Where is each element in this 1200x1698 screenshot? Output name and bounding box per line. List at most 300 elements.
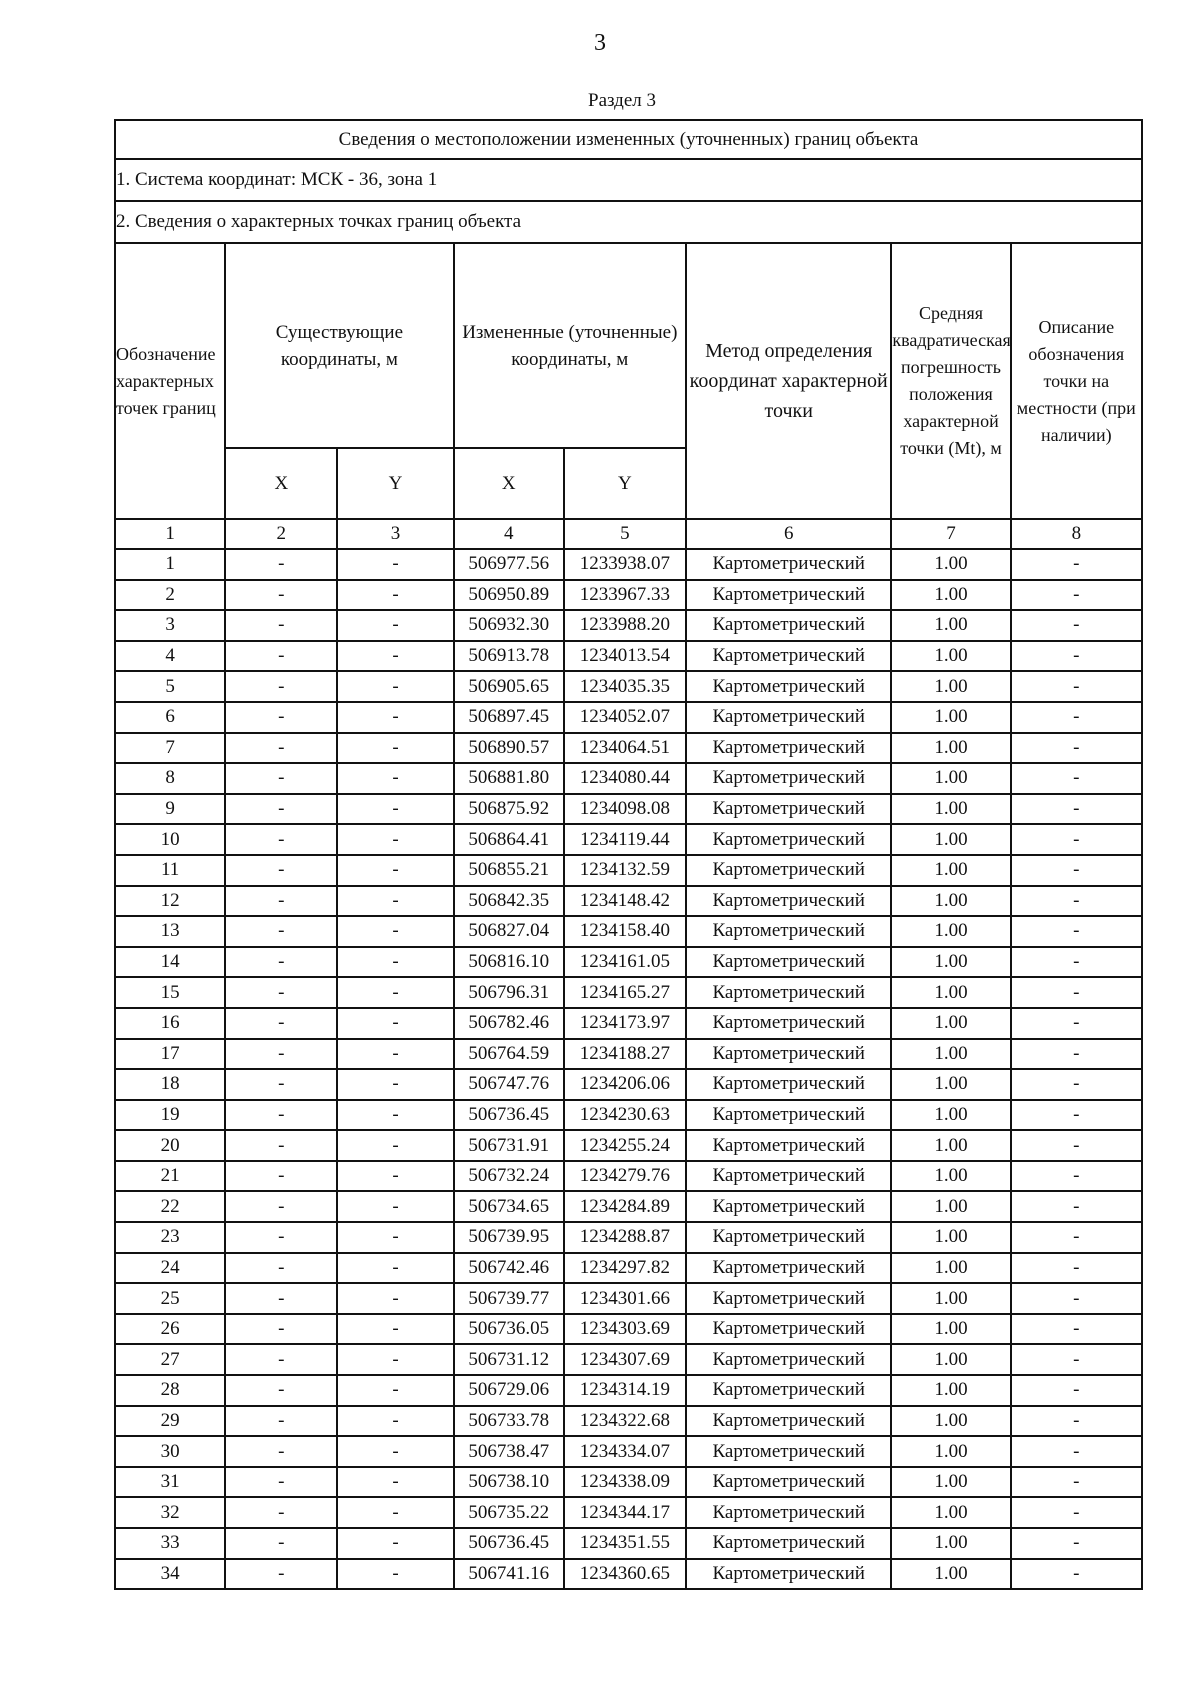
- cell-method: Картометрический: [686, 1283, 891, 1314]
- cell-changed-x: 506734.65: [454, 1191, 564, 1222]
- cell-point-number: 10: [115, 824, 225, 855]
- cell-existing-x: -: [225, 671, 337, 702]
- cell-point-number: 15: [115, 977, 225, 1008]
- cell-error: 1.00: [891, 733, 1010, 764]
- cell-changed-y: 1234173.97: [564, 1008, 686, 1039]
- cell-changed-x: 506731.12: [454, 1344, 564, 1375]
- cell-existing-y: -: [337, 916, 453, 947]
- cell-description: -: [1011, 1253, 1142, 1284]
- cell-description: -: [1011, 824, 1142, 855]
- table-row: [115, 916, 1142, 947]
- cell-method: Картометрический: [686, 1069, 891, 1100]
- cell-description: -: [1011, 886, 1142, 917]
- cell-error: 1.00: [891, 1069, 1010, 1100]
- cell-error: 1.00: [891, 1130, 1010, 1161]
- cell-existing-x: -: [225, 1375, 337, 1406]
- header-designation: Обозначение характерных точек границ: [115, 243, 225, 519]
- cell-description: -: [1011, 1497, 1142, 1528]
- cell-error: 1.00: [891, 1314, 1010, 1345]
- cell-changed-x: 506739.77: [454, 1283, 564, 1314]
- cell-existing-x: -: [225, 1222, 337, 1253]
- cell-existing-y: -: [337, 1314, 453, 1345]
- cell-point-number: 12: [115, 886, 225, 917]
- cell-changed-y: 1234297.82: [564, 1253, 686, 1284]
- cell-error: 1.00: [891, 1497, 1010, 1528]
- cell-changed-y: 1234080.44: [564, 763, 686, 794]
- cell-existing-y: -: [337, 1191, 453, 1222]
- table-row: [115, 733, 1142, 764]
- table-row: [115, 1161, 1142, 1192]
- cell-existing-x: -: [225, 947, 337, 978]
- table-row: [115, 641, 1142, 672]
- cell-description: -: [1011, 610, 1142, 641]
- cell-error: 1.00: [891, 1467, 1010, 1498]
- cell-point-number: 25: [115, 1283, 225, 1314]
- cell-method: Картометрический: [686, 1436, 891, 1467]
- cell-changed-x: 506881.80: [454, 763, 564, 794]
- table-row: [115, 794, 1142, 825]
- header-existing-coords: Существующие координаты, м: [225, 243, 453, 448]
- cell-point-number: 8: [115, 763, 225, 794]
- cell-error: 1.00: [891, 1222, 1010, 1253]
- cell-existing-y: -: [337, 763, 453, 794]
- cell-changed-x: 506932.30: [454, 610, 564, 641]
- cell-existing-x: -: [225, 1039, 337, 1070]
- cell-point-number: 22: [115, 1191, 225, 1222]
- cell-method: Картометрический: [686, 1559, 891, 1590]
- cell-existing-x: -: [225, 1528, 337, 1559]
- column-number: 8: [1011, 519, 1142, 549]
- cell-error: 1.00: [891, 1283, 1010, 1314]
- cell-method: Картометрический: [686, 763, 891, 794]
- cell-changed-y: 1234303.69: [564, 1314, 686, 1345]
- cell-existing-y: -: [337, 1559, 453, 1590]
- cell-error: 1.00: [891, 1559, 1010, 1590]
- cell-description: -: [1011, 1314, 1142, 1345]
- cell-description: -: [1011, 977, 1142, 1008]
- cell-changed-x: 506890.57: [454, 733, 564, 764]
- cell-changed-x: 506742.46: [454, 1253, 564, 1284]
- cell-point-number: 18: [115, 1069, 225, 1100]
- cell-error: 1.00: [891, 1008, 1010, 1039]
- cell-changed-y: 1234334.07: [564, 1436, 686, 1467]
- cell-changed-y: 1234013.54: [564, 641, 686, 672]
- cell-description: -: [1011, 1069, 1142, 1100]
- cell-changed-x: 506842.35: [454, 886, 564, 917]
- cell-existing-y: -: [337, 671, 453, 702]
- cell-changed-y: 1234322.68: [564, 1406, 686, 1437]
- cell-point-number: 14: [115, 947, 225, 978]
- cell-point-number: 7: [115, 733, 225, 764]
- cell-point-number: 30: [115, 1436, 225, 1467]
- cell-method: Картометрический: [686, 580, 891, 611]
- column-number: 1: [115, 519, 225, 549]
- cell-changed-y: 1234360.65: [564, 1559, 686, 1590]
- cell-changed-x: 506747.76: [454, 1069, 564, 1100]
- cell-error: 1.00: [891, 763, 1010, 794]
- cell-error: 1.00: [891, 671, 1010, 702]
- column-number: 6: [686, 519, 891, 549]
- header-existing-y: Y: [337, 448, 453, 519]
- cell-changed-y: 1233938.07: [564, 549, 686, 580]
- cell-existing-y: -: [337, 702, 453, 733]
- cell-existing-x: -: [225, 1497, 337, 1528]
- cell-changed-y: 1234284.89: [564, 1191, 686, 1222]
- cell-changed-y: 1234344.17: [564, 1497, 686, 1528]
- cell-changed-x: 506764.59: [454, 1039, 564, 1070]
- cell-changed-x: 506729.06: [454, 1375, 564, 1406]
- cell-changed-x: 506913.78: [454, 641, 564, 672]
- cell-existing-y: -: [337, 1222, 453, 1253]
- cell-point-number: 11: [115, 855, 225, 886]
- cell-description: -: [1011, 1008, 1142, 1039]
- cell-point-number: 26: [115, 1314, 225, 1345]
- cell-point-number: 13: [115, 916, 225, 947]
- cell-point-number: 32: [115, 1497, 225, 1528]
- cell-description: -: [1011, 794, 1142, 825]
- cell-point-number: 3: [115, 610, 225, 641]
- cell-existing-x: -: [225, 1559, 337, 1590]
- cell-method: Картометрический: [686, 1406, 891, 1437]
- cell-existing-y: -: [337, 1008, 453, 1039]
- cell-point-number: 5: [115, 671, 225, 702]
- cell-existing-x: -: [225, 549, 337, 580]
- cell-existing-x: -: [225, 1008, 337, 1039]
- cell-description: -: [1011, 702, 1142, 733]
- cell-existing-y: -: [337, 1100, 453, 1131]
- table-row: [115, 1314, 1142, 1345]
- table-row: [115, 1100, 1142, 1131]
- table-row: [115, 549, 1142, 580]
- cell-error: 1.00: [891, 1436, 1010, 1467]
- cell-method: Картометрический: [686, 977, 891, 1008]
- cell-existing-x: -: [225, 794, 337, 825]
- cell-existing-x: -: [225, 1467, 337, 1498]
- table-row: [115, 763, 1142, 794]
- cell-existing-x: -: [225, 886, 337, 917]
- cell-method: Картометрический: [686, 733, 891, 764]
- cell-method: Картометрический: [686, 1344, 891, 1375]
- cell-method: Картометрический: [686, 610, 891, 641]
- cell-method: Картометрический: [686, 1528, 891, 1559]
- cell-method: Картометрический: [686, 824, 891, 855]
- cell-error: 1.00: [891, 1039, 1010, 1070]
- cell-changed-x: 506741.16: [454, 1559, 564, 1590]
- cell-description: -: [1011, 1528, 1142, 1559]
- cell-changed-x: 506736.45: [454, 1100, 564, 1131]
- cell-description: -: [1011, 1467, 1142, 1498]
- cell-existing-x: -: [225, 1314, 337, 1345]
- table-row: [115, 1191, 1142, 1222]
- cell-method: Картометрический: [686, 549, 891, 580]
- table-row: [115, 1069, 1142, 1100]
- cell-method: Картометрический: [686, 855, 891, 886]
- cell-method: Картометрический: [686, 1100, 891, 1131]
- cell-changed-x: 506736.45: [454, 1528, 564, 1559]
- cell-point-number: 1: [115, 549, 225, 580]
- cell-method: Картометрический: [686, 1039, 891, 1070]
- cell-point-number: 19: [115, 1100, 225, 1131]
- cell-existing-x: -: [225, 733, 337, 764]
- cell-error: 1.00: [891, 977, 1010, 1008]
- cell-existing-y: -: [337, 1130, 453, 1161]
- cell-error: 1.00: [891, 824, 1010, 855]
- cell-error: 1.00: [891, 702, 1010, 733]
- cell-error: 1.00: [891, 855, 1010, 886]
- cell-point-number: 24: [115, 1253, 225, 1284]
- cell-description: -: [1011, 1283, 1142, 1314]
- cell-description: -: [1011, 855, 1142, 886]
- cell-error: 1.00: [891, 1528, 1010, 1559]
- cell-changed-y: 1234132.59: [564, 855, 686, 886]
- cell-changed-x: 506736.05: [454, 1314, 564, 1345]
- cell-changed-y: 1234064.51: [564, 733, 686, 764]
- cell-changed-y: 1234338.09: [564, 1467, 686, 1498]
- cell-description: -: [1011, 1559, 1142, 1590]
- table-row: [115, 1039, 1142, 1070]
- cell-changed-x: 506733.78: [454, 1406, 564, 1437]
- cell-method: Картометрический: [686, 916, 891, 947]
- cell-method: Картометрический: [686, 886, 891, 917]
- cell-point-number: 16: [115, 1008, 225, 1039]
- cell-method: Картометрический: [686, 1222, 891, 1253]
- cell-method: Картометрический: [686, 1008, 891, 1039]
- cell-changed-y: 1233988.20: [564, 610, 686, 641]
- points-table-body: [115, 549, 1142, 1589]
- cell-changed-x: 506796.31: [454, 977, 564, 1008]
- cell-existing-y: -: [337, 549, 453, 580]
- table-row: [115, 824, 1142, 855]
- cell-description: -: [1011, 1191, 1142, 1222]
- cell-method: Картометрический: [686, 671, 891, 702]
- cell-point-number: 33: [115, 1528, 225, 1559]
- cell-existing-x: -: [225, 763, 337, 794]
- cell-method: Картометрический: [686, 1161, 891, 1192]
- cell-point-number: 29: [115, 1406, 225, 1437]
- cell-description: -: [1011, 641, 1142, 672]
- cell-point-number: 2: [115, 580, 225, 611]
- cell-description: -: [1011, 733, 1142, 764]
- cell-existing-y: -: [337, 1344, 453, 1375]
- cell-method: Картометрический: [686, 641, 891, 672]
- cell-existing-y: -: [337, 824, 453, 855]
- cell-changed-y: 1234301.66: [564, 1283, 686, 1314]
- cell-existing-x: -: [225, 1161, 337, 1192]
- cell-error: 1.00: [891, 610, 1010, 641]
- cell-description: -: [1011, 1100, 1142, 1131]
- cell-changed-x: 506855.21: [454, 855, 564, 886]
- cell-changed-x: 506735.22: [454, 1497, 564, 1528]
- table-row: [115, 1497, 1142, 1528]
- cell-method: Картометрический: [686, 1130, 891, 1161]
- cell-method: Картометрический: [686, 1253, 891, 1284]
- cell-existing-y: -: [337, 977, 453, 1008]
- cell-point-number: 27: [115, 1344, 225, 1375]
- cell-error: 1.00: [891, 1191, 1010, 1222]
- header-changed-y: Y: [564, 448, 686, 519]
- cell-point-number: 23: [115, 1222, 225, 1253]
- cell-method: Картометрический: [686, 1467, 891, 1498]
- cell-description: -: [1011, 947, 1142, 978]
- cell-error: 1.00: [891, 1406, 1010, 1437]
- cell-changed-y: 1233967.33: [564, 580, 686, 611]
- cell-existing-y: -: [337, 1069, 453, 1100]
- cell-error: 1.00: [891, 1100, 1010, 1131]
- table-row: [115, 610, 1142, 641]
- cell-error: 1.00: [891, 947, 1010, 978]
- cell-error: 1.00: [891, 916, 1010, 947]
- cell-description: -: [1011, 916, 1142, 947]
- cell-point-number: 31: [115, 1467, 225, 1498]
- header-method: Метод определения координат характерной точки: [686, 243, 891, 519]
- cell-changed-y: 1234230.63: [564, 1100, 686, 1131]
- cell-existing-x: -: [225, 1100, 337, 1131]
- cell-existing-x: -: [225, 1191, 337, 1222]
- cell-description: -: [1011, 549, 1142, 580]
- cell-changed-x: 506897.45: [454, 702, 564, 733]
- cell-existing-x: -: [225, 1436, 337, 1467]
- cell-changed-y: 1234288.87: [564, 1222, 686, 1253]
- cell-changed-x: 506875.92: [454, 794, 564, 825]
- section-title: Раздел 3: [588, 90, 656, 111]
- cell-existing-y: -: [337, 641, 453, 672]
- cell-existing-x: -: [225, 824, 337, 855]
- cell-changed-y: 1234165.27: [564, 977, 686, 1008]
- header-changed-x: X: [454, 448, 564, 519]
- cell-point-number: 4: [115, 641, 225, 672]
- cell-description: -: [1011, 1344, 1142, 1375]
- cell-existing-x: -: [225, 1130, 337, 1161]
- cell-changed-y: 1234052.07: [564, 702, 686, 733]
- cell-changed-y: 1234279.76: [564, 1161, 686, 1192]
- cell-changed-y: 1234161.05: [564, 947, 686, 978]
- cell-existing-y: -: [337, 947, 453, 978]
- table-title: Сведения о местоположении измененных (уточненных) границ объекта: [115, 120, 1142, 159]
- table-row: [115, 580, 1142, 611]
- cell-method: Картометрический: [686, 1191, 891, 1222]
- cell-existing-y: -: [337, 1528, 453, 1559]
- cell-existing-y: -: [337, 1039, 453, 1070]
- cell-description: -: [1011, 1161, 1142, 1192]
- header-error: Средняя квадратическая погрешность положения характерной точки (Mt), м: [891, 243, 1010, 519]
- cell-changed-x: 506739.95: [454, 1222, 564, 1253]
- cell-error: 1.00: [891, 794, 1010, 825]
- table-row: [115, 855, 1142, 886]
- cell-changed-y: 1234206.06: [564, 1069, 686, 1100]
- cell-existing-y: -: [337, 886, 453, 917]
- cell-changed-y: 1234351.55: [564, 1528, 686, 1559]
- column-number: 5: [564, 519, 686, 549]
- table-row: [115, 947, 1142, 978]
- cell-existing-y: -: [337, 1436, 453, 1467]
- cell-changed-y: 1234255.24: [564, 1130, 686, 1161]
- cell-changed-y: 1234098.08: [564, 794, 686, 825]
- page-number: 3: [594, 30, 606, 56]
- cell-existing-x: -: [225, 977, 337, 1008]
- cell-existing-y: -: [337, 1283, 453, 1314]
- cell-existing-y: -: [337, 1253, 453, 1284]
- table-row: [115, 1283, 1142, 1314]
- cell-description: -: [1011, 1406, 1142, 1437]
- cell-existing-x: -: [225, 641, 337, 672]
- cell-error: 1.00: [891, 1344, 1010, 1375]
- cell-existing-x: -: [225, 1344, 337, 1375]
- cell-changed-x: 506864.41: [454, 824, 564, 855]
- table-row: [115, 1467, 1142, 1498]
- cell-existing-x: -: [225, 580, 337, 611]
- cell-description: -: [1011, 580, 1142, 611]
- table-row: [115, 702, 1142, 733]
- cell-method: Картометрический: [686, 1375, 891, 1406]
- table-row: [115, 1253, 1142, 1284]
- cell-point-number: 6: [115, 702, 225, 733]
- cell-error: 1.00: [891, 886, 1010, 917]
- cell-error: 1.00: [891, 1253, 1010, 1284]
- cell-method: Картометрический: [686, 947, 891, 978]
- table-row: [115, 1130, 1142, 1161]
- table-row: [115, 671, 1142, 702]
- cell-changed-x: 506782.46: [454, 1008, 564, 1039]
- cell-existing-y: -: [337, 610, 453, 641]
- cell-method: Картометрический: [686, 794, 891, 825]
- cell-error: 1.00: [891, 641, 1010, 672]
- cell-existing-x: -: [225, 916, 337, 947]
- table-row: [115, 1344, 1142, 1375]
- cell-description: -: [1011, 671, 1142, 702]
- points-heading: 2. Сведения о характерных точках границ объекта: [115, 201, 1142, 243]
- coordinate-system: 1. Система координат: МСК - 36, зона 1: [115, 159, 1142, 201]
- cell-changed-x: 506905.65: [454, 671, 564, 702]
- cell-description: -: [1011, 1222, 1142, 1253]
- cell-description: -: [1011, 1436, 1142, 1467]
- cell-changed-y: 1234119.44: [564, 824, 686, 855]
- cell-changed-x: 506950.89: [454, 580, 564, 611]
- cell-changed-y: 1234035.35: [564, 671, 686, 702]
- cell-changed-y: 1234314.19: [564, 1375, 686, 1406]
- cell-changed-x: 506738.10: [454, 1467, 564, 1498]
- table-row: [115, 1436, 1142, 1467]
- table-row: [115, 1559, 1142, 1590]
- cell-error: 1.00: [891, 580, 1010, 611]
- cell-existing-y: -: [337, 580, 453, 611]
- cell-point-number: 34: [115, 1559, 225, 1590]
- column-number: 4: [454, 519, 564, 549]
- cell-description: -: [1011, 763, 1142, 794]
- header-existing-x: X: [225, 448, 337, 519]
- cell-existing-x: -: [225, 855, 337, 886]
- cell-error: 1.00: [891, 1161, 1010, 1192]
- cell-changed-x: 506738.47: [454, 1436, 564, 1467]
- cell-existing-y: -: [337, 855, 453, 886]
- cell-existing-x: -: [225, 702, 337, 733]
- boundary-points-table: [114, 119, 1143, 1590]
- table-row: [115, 1222, 1142, 1253]
- cell-existing-x: -: [225, 1069, 337, 1100]
- header-changed-coords: Измененные (уточненные) координаты, м: [454, 243, 686, 448]
- cell-changed-y: 1234148.42: [564, 886, 686, 917]
- cell-existing-y: -: [337, 1375, 453, 1406]
- table-row: [115, 1008, 1142, 1039]
- cell-description: -: [1011, 1375, 1142, 1406]
- cell-existing-y: -: [337, 1161, 453, 1192]
- cell-existing-y: -: [337, 1497, 453, 1528]
- table-row: [115, 977, 1142, 1008]
- cell-method: Картометрический: [686, 1497, 891, 1528]
- cell-existing-y: -: [337, 1467, 453, 1498]
- cell-existing-y: -: [337, 794, 453, 825]
- table-row: [115, 1528, 1142, 1559]
- cell-existing-x: -: [225, 1253, 337, 1284]
